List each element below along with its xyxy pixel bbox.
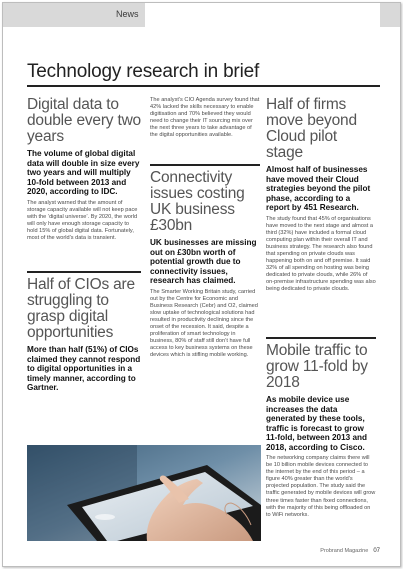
article-body: The study found that 45% of organisations have moved to the next stage and almost a third (32%) have included a formal cloud computing plan within their overall IT and business strategy. The research also found that spending on private clouds was happening both on and off premise. It said 32% of all spending on hosting was being dedicated to private clouds, while 26% of on-premise infrastructure spending was also being dedicated to private clouds.	[266, 215, 376, 293]
article-digital-data	[27, 97, 141, 242]
article-mobile	[266, 337, 376, 519]
title-rule	[27, 85, 380, 87]
article-cios	[27, 271, 141, 393]
article-body: The Smarter Working Britain study, carried out by the Centre for Economic and Business Research (Cebr) and O2, claimed slow uptake of technological solutions had resulted in productivity declining since the onset of the recession. It said, despite a proliferation of smart technology in business, 80% of staff still don’t have full access to key business systems on these devices which is stifling mobile working.	[150, 288, 258, 359]
article-lead: As mobile device use increases the data generated by these tools, traffic is forecast to grow 11-fold, between 2013 and 2018, according to Cisco.	[266, 395, 368, 452]
section-rule	[150, 164, 260, 166]
article-connectivity	[150, 164, 260, 359]
magazine-name: Probrand Magazine	[320, 548, 369, 554]
magazine-page	[2, 2, 401, 567]
article-body: The analyst’s CIO Agenda survey found that 42% lacked the skills necessary to enable digitisation and 70% believed they would need to change their IT sourcing mix over the next three years to take advantage of the digital opportunities available.	[150, 97, 260, 139]
article-cloud	[266, 97, 376, 294]
article-lead: More than half (51%) of CIOs claimed they cannot respond to digital opportunities in a timely manner, according to Gartner.	[27, 345, 141, 392]
article-heading: Digital data to double every two years	[27, 96, 141, 145]
page-title: Technology research in brief	[27, 61, 260, 82]
article-heading: Mobile traffic to grow 11-fold by 2018	[266, 342, 368, 391]
corner-tab	[380, 3, 400, 27]
article-body: The analyst warned that the amount of storage capacity available will not keep pace with the ‘digital universe’. By 2020, the world will only have enough storage capacity to hold 15% of global digital data. Fortunately, most of the world’s data is transient.	[27, 199, 138, 241]
article-lead: The volume of global digital data will double in size every two years and will multiply 10-fold between 2013 and 2020, according to IDC.	[27, 149, 140, 196]
page-number: 07	[373, 548, 380, 554]
tablet-hand-illustration	[27, 445, 261, 541]
section-rule	[266, 337, 376, 339]
tablet-hand-photo	[27, 445, 261, 541]
page-footer	[320, 548, 380, 554]
article-lead: UK businesses are missing out on £30bn worth of potential growth due to connectivity issues, research has claimed.	[150, 238, 257, 285]
article-heading: Half of firms move beyond Cloud pilot stage	[266, 96, 357, 161]
article-cio-agenda	[150, 97, 260, 140]
section-label: News	[116, 9, 139, 19]
article-lead: Almost half of businesses have moved their Cloud strategies beyond the pilot phase, according to a report by 451 Research.	[266, 165, 371, 212]
article-heading: Half of CIOs are struggling to grasp digital opportunities	[27, 276, 135, 341]
article-body: The networking company claims there will be 10 billion mobile devices connected to the internet by the end of this period – a figure 40% greater than the world’s projected population. The study said the traffic generated by mobile devices will grow three times faster than fixed connections, with the majority of this being offloaded on to WiFi networks.	[266, 455, 376, 518]
section-tab	[3, 3, 145, 27]
article-heading: Connectivity issues costing UK business £30bn	[150, 169, 245, 234]
section-rule	[27, 271, 141, 273]
